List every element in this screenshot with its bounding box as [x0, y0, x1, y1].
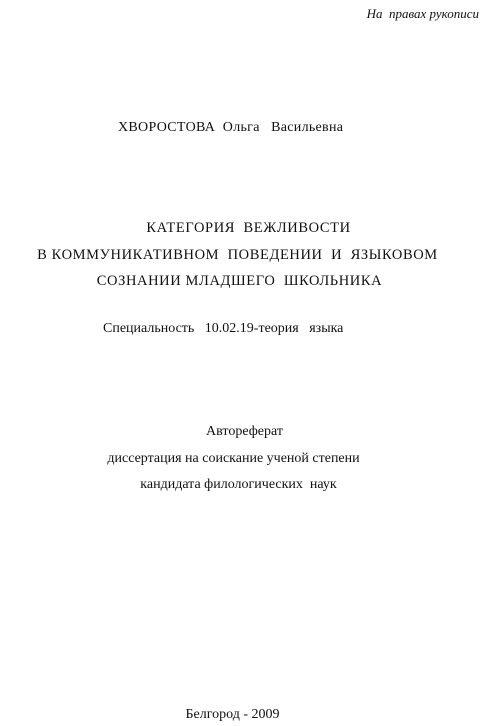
author-name: ХВОРОСТОВА Ольга Васильевна [118, 120, 344, 135]
abstract-heading: Автореферат [206, 424, 283, 439]
rights-note: На правах рукописи [366, 6, 479, 21]
degree-line: кандидата филологических наук [140, 477, 337, 492]
specialty-line: Специальность 10.02.19-теория языка [103, 321, 344, 336]
city-year: Белгород - 2009 [185, 707, 280, 722]
dissertation-line: диссертация на соискание ученой степени [107, 451, 360, 466]
title-line-2: В КОММУНИКАТИВНОМ ПОВЕДЕНИИ И ЯЗЫКОВОМ [37, 247, 438, 263]
title-line-3: СОЗНАНИИ МЛАДШЕГО ШКОЛЬНИКА [96, 273, 383, 289]
title-line-1: КАТЕГОРИЯ ВЕЖЛИВОСТИ [146, 220, 351, 236]
